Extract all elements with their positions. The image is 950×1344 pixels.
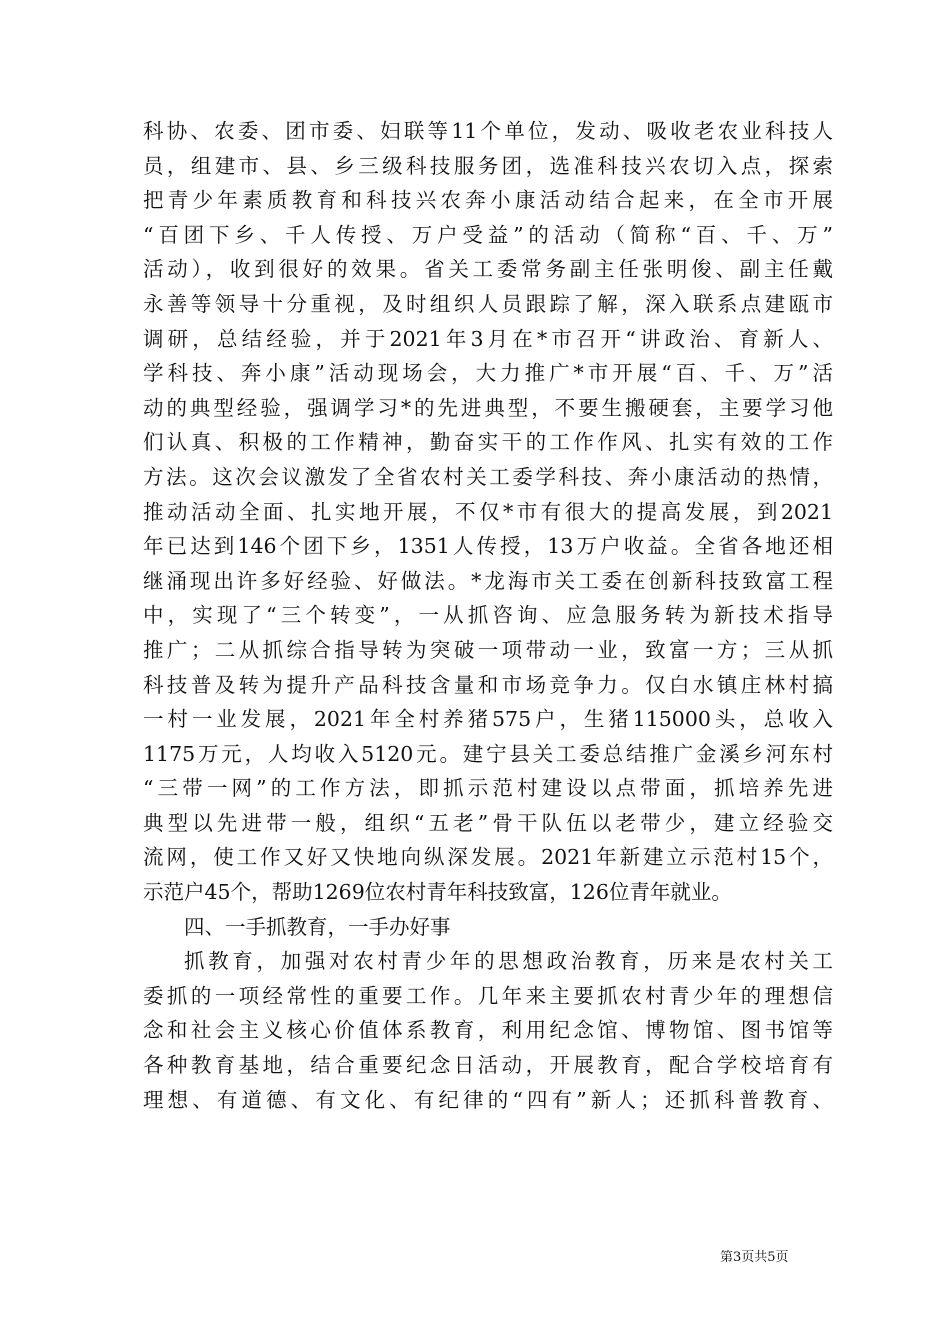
text-line: 动的典型经验，强调学习*的先进典型，不要生搬硬套，主要学习他	[143, 395, 833, 420]
text-line: 一村一业发展，2021年全村养猪575户，生猪115000头，总收入	[143, 707, 833, 732]
text-line: 科协、农委、团市委、妇联等11个单位，发动、吸收老农业科技人	[143, 119, 833, 143]
text-line: 推动活动全面、扎实地开展，不仅*市有很大的提高发展，到2021	[143, 499, 833, 524]
text-line: 示范户45个，帮助1269位农村青年科技致富，126位青年就业。	[143, 880, 732, 905]
text-line: 中，实现了“三个转变”，一从抓咨询、应急服务转为新技术指导	[143, 603, 833, 628]
text-line: 活动），收到很好的效果。省关工委常务副主任张明俊、副主任戴	[143, 257, 833, 282]
text-line: 流网，使工作又好又快地向纵深发展。2021年新建立示范村15个，	[143, 845, 833, 870]
section-heading: 四、一手抓教育，一手办好事	[184, 914, 451, 939]
body-text	[143, 114, 833, 1117]
text-line: 年已达到146个团下乡，1351人传授，13万户收益。全省各地还相	[143, 534, 833, 559]
text-line: 各种教育基地，结合重要纪念日活动，开展教育，配合学校培育有	[143, 1053, 833, 1078]
text-line: 抓教育，加强对农村青少年的思想政治教育，历来是农村关工	[184, 949, 833, 974]
text-line: 念和社会主义核心价值体系教育，利用纪念馆、博物馆、图书馆等	[143, 1018, 833, 1043]
text-line: 科技普及转为提升产品科技含量和市场竞争力。仅白水镇庄林村搞	[143, 672, 833, 697]
text-line: 1175万元，人均收入5120元。建宁县关工委总结推广金溪乡河东村	[143, 741, 833, 766]
text-line: 调研，总结经验，并于2021年3月在*市召开“讲政治、育新人、	[143, 326, 833, 351]
text-line: 学科技、奔小康”活动现场会，大力推广*市开展“百、千、万”活	[143, 361, 833, 386]
text-line: “百团下乡、千人传授、万户受益”的活动（简称“百、千、万”	[143, 222, 833, 247]
text-line: 理想、有道德、有文化、有纪律的“四有”新人；还抓科普教育、	[143, 1087, 833, 1112]
text-line: 们认真、积极的工作精神，勤奋实干的工作作风、扎实有效的工作	[143, 430, 833, 455]
text-line: 继涌现出许多好经验、好做法。*龙海市关工委在创新科技致富工程	[143, 568, 833, 593]
text-line: 典型以先进带一般，组织“五老”骨干队伍以老带少，建立经验交	[143, 810, 833, 835]
text-line: 方法。这次会议激发了全省农村关工委学科技、奔小康活动的热情，	[143, 464, 833, 489]
text-line: 推广；二从抓综合指导转为突破一项带动一业，致富一方；三从抓	[143, 637, 833, 662]
text-line: 把青少年素质教育和科技兴农奔小康活动结合起来，在全市开展	[143, 188, 833, 213]
text-line: “三带一网”的工作方法，即抓示范村建设以点带面，抓培养先进	[143, 776, 833, 801]
text-line: 员，组建市、县、乡三级科技服务团，选准科技兴农切入点，探索	[143, 153, 833, 178]
text-line: 委抓的一项经常性的重要工作。几年来主要抓农村青少年的理想信	[143, 983, 833, 1008]
text-line: 永善等领导十分重视，及时组织人员跟踪了解，深入联系点建瓯市	[143, 291, 833, 316]
page-number: 第3页共5页	[720, 1250, 789, 1265]
